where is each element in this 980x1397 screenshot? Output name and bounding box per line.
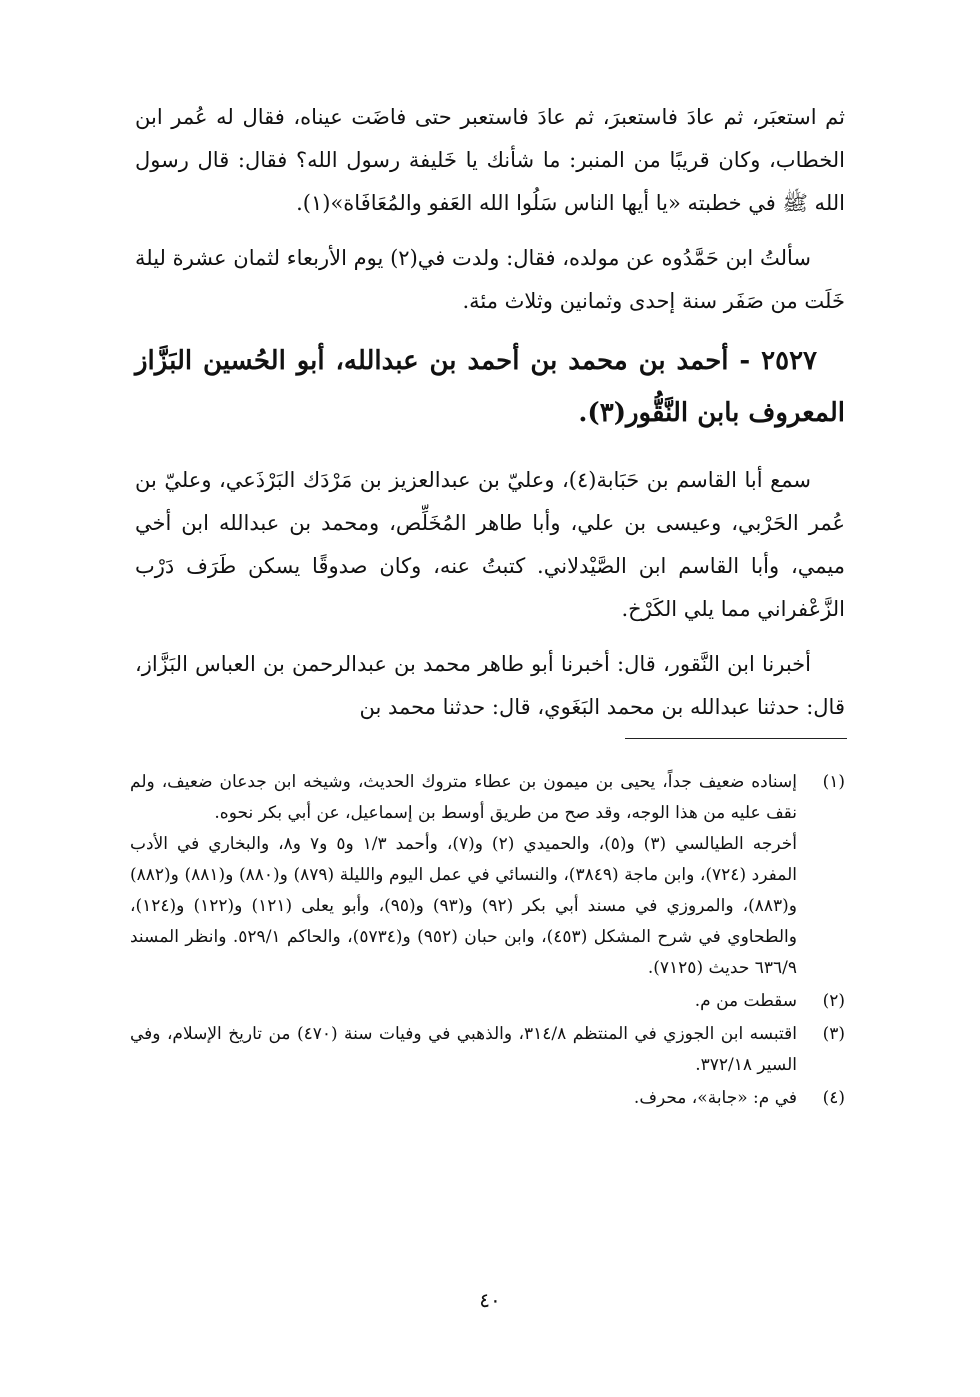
footnote-2 <box>130 986 845 1017</box>
footnote-text: في م: «جابة»، محرف. <box>633 1088 797 1108</box>
paragraph-3: سمع أبا القاسم بن حَبَابة(٤)، وعليّ بن عبدالعزيز بن مَرْدَك البَرْذَعي، وعليّ بن عُمر الحَرْبي، وعيسى بن علي، وأبا طاهر المُخَلِّص، ومحمد بن عبدالله ابن أخي ميمي، وأبا القاسم ابن الصَّيْدلاني. كتبتُ عنه، وكان صدوقًا يسكن طَرَف دَرْب الزَّعْفراني مما يلي الكَرْخ. <box>135 468 845 621</box>
paragraph-2: سألتُ ابن حَمَّدُوه عن مولده، فقال: ولدت في(٢) يوم الأربعاء لثمان عشرة ليلة خَلَت من صَفَر سنة إحدى وثمانين وثلاث مئة. <box>135 246 845 313</box>
footnotes <box>130 767 845 1116</box>
footnote-number: (٤) <box>822 1088 845 1108</box>
footnote-4 <box>130 1083 845 1114</box>
footnote-number: (٢) <box>822 991 845 1011</box>
paragraph-4: أخبرنا ابن النَّقور، قال: أخبرنا أبو طاهر محمد بن عبدالرحمن بن العباس البَزَّاز، قال: حدثنا عبدالله بن محمد البَغَوي، قال: حدثنا محمد بن <box>135 652 845 719</box>
footnote-divider <box>625 738 847 739</box>
paragraph-1: ثم استعبَر، ثم عادَ فاستعبرَ، ثم عادَ فاستعبر حتى فاضَت عيناه، فقال له عُمر ابن الخطاب، وكان قريبًا من المنبر: ما شأنك يا خَليفة رسول الله؟ فقال: قال رسول الله ﷺ في خطبته «يا أيها الناس سَلُوا الله العَفو والمُعَافَاة»(١). <box>135 105 845 215</box>
footnote-text: أخرجه الطيالسي (٣) و(٥)، والحميدي (٢) و(٧)، وأحمد ١/٣ و٥ و٧ و٨، والبخاري في الأدب المفرد (٧٢٤)، وابن ماجة (٣٨٤٩)، والنسائي في عمل اليوم والليلة (٨٧٩) و(٨٨٠) و(٨٨١) و(٨٨٢) و(٨٨٣)، والمروزي في مسند أبي بكر (٩٢) و(٩٣) و(٩٥)، وأبو يعلى (١٢١) و(١٢٢) و(١٢٤)، والطحاوي في شرح المشكل (٤٥٣)، وابن حبان (٩٥٢) و(٥٧٣٤)، والحاكم ٥٢٩/١. وانظر المسند ٦٣٦/٩ حديث (٧١٢٥). <box>130 834 797 978</box>
footnote-1 <box>130 767 845 984</box>
footnote-number: (١) <box>822 772 845 792</box>
footnote-number: (٣) <box>822 1024 845 1044</box>
page-number: ٤٠ <box>479 1288 501 1312</box>
biography-heading: ٢٥٢٧ - أحمد بن محمد بن أحمد بن عبدالله، أبو الحُسين البَزَّاز المعروف بابن النَّقُّور(٣). <box>135 346 845 428</box>
main-text <box>135 96 845 741</box>
footnote-text: اقتبسه ابن الجوزي في المنتظم ٣١٤/٨، والذهبي في وفيات سنة (٤٧٠) من تاريخ الإسلام، وفي السير ٣٧٢/١٨. <box>130 1024 797 1075</box>
footnote-text: إسناده ضعيف جداً، يحيى بن ميمون بن عطاء متروك الحديث، وشيخه ابن جدعان ضعيف، ولم نقف عليه من هذا الوجه، وقد صح من طريق أوسط بن إسماعيل، عن أبي بكر نحوه. <box>130 772 797 823</box>
footnote-3 <box>130 1019 845 1081</box>
footnote-text: سقطت من م. <box>694 991 797 1011</box>
